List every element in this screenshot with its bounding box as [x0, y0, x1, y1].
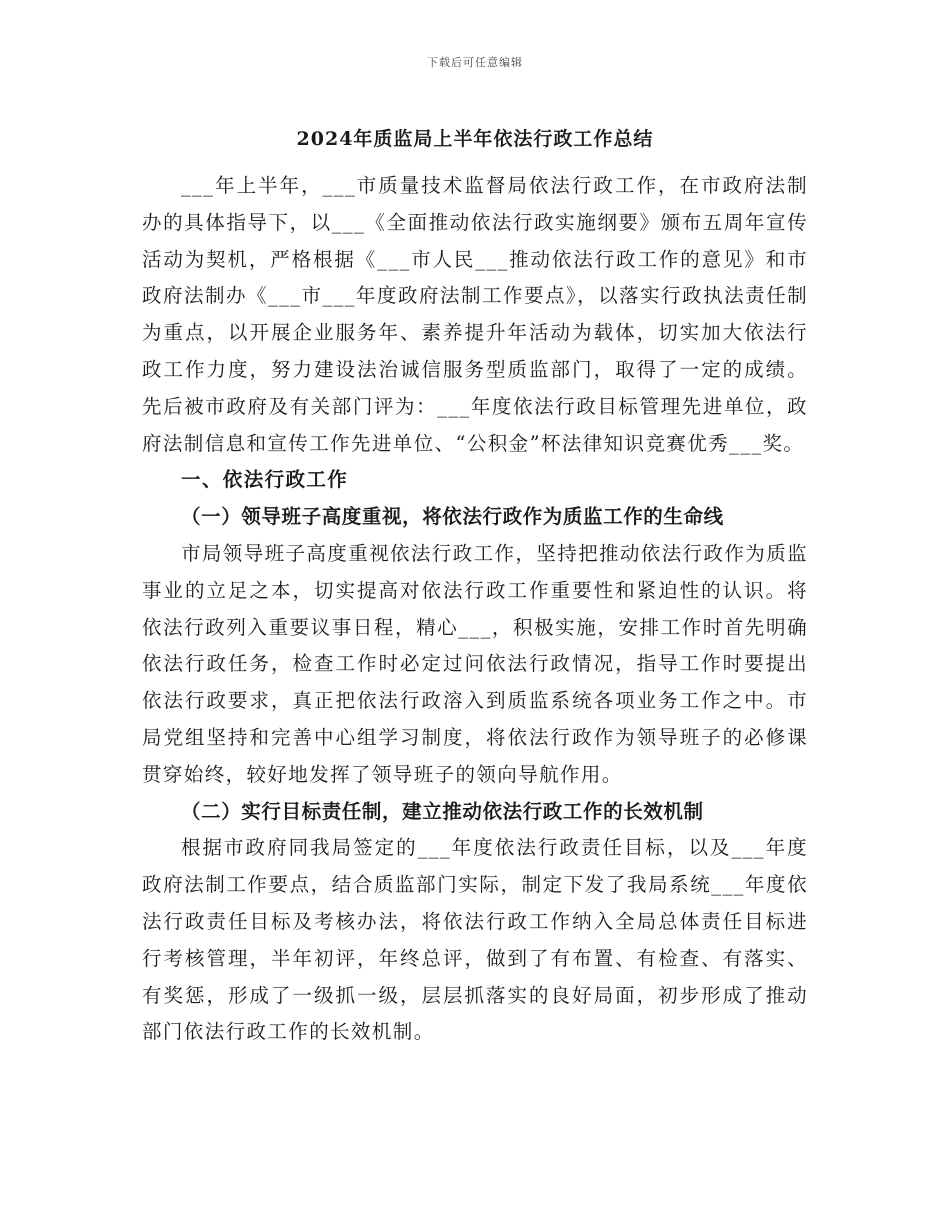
subsection-2-heading: （二）实行目标责任制，建立推动依法行政工作的长效机制 — [181, 799, 704, 823]
document-title: 2024年质监局上半年依法行政工作总结 — [296, 128, 654, 150]
header-note: 下载后可任意编辑 — [427, 56, 523, 69]
subsection-1-heading: （一）领导班子高度重视，将依法行政作为质监工作的生命线 — [181, 505, 724, 529]
document-body — [142, 168, 808, 1051]
subsection-2-paragraph: 根据市政府同我局签定的___年度依法行政责任目标，以及___年度政府法制工作要点，结合质监部门实际，制定下发了我局系统___年度依法行政责任目标及考核办法，将依法行政工作纳入全局总体责任目标进行考核管理，半年初评，年终总评，做到了有布置、有检查、有落实、有奖惩，形成了一级抓一级，层层抓落实的良好局面，初步形成了推动部门依法行政工作的长效机制。 — [142, 836, 808, 1044]
intro-paragraph: ___年上半年，___市质量技术监督局依法行政工作，在市政府法制办的具体指导下，以___《全面推动依法行政实施纲要》颁布五周年宣传活动为契机，严格根据《___市人民___推动依法行政工作的意见》和市政府法制办《___市___年度政府法制工作要点》，以落实行政执法责任制为重点，以开展企业服务年、素养提升年活动为载体，切实加大依法行政工作力度，努力建设法治诚信服务型质监部门，取得了一定的成绩。先后被市政府及有关部门评为：___年度依法行政目标管理先进单位，政府法制信息和宣传工作先进单位、“公积金”杯法律知识竞赛优秀___奖。 — [142, 174, 808, 455]
section-1-heading: 一、依法行政工作 — [181, 468, 349, 492]
subsection-1-paragraph: 市局领导班子高度重视依法行政工作，坚持把推动依法行政作为质监事业的立足之本，切实提高对依法行政工作重要性和紧迫性的认识。将依法行政列入重要议事日程，精心___，积极实施，安排工作时首先明确依法行政任务，检查工作时必定过问依法行政情况，指导工作时要提出依法行政要求，真正把依法行政溶入到质监系统各项业务工作之中。市局党组坚持和完善中心组学习制度，将依法行政作为领导班子的必修课贯穿始终，较好地发挥了领导班子的领向导航作用。 — [142, 541, 809, 786]
